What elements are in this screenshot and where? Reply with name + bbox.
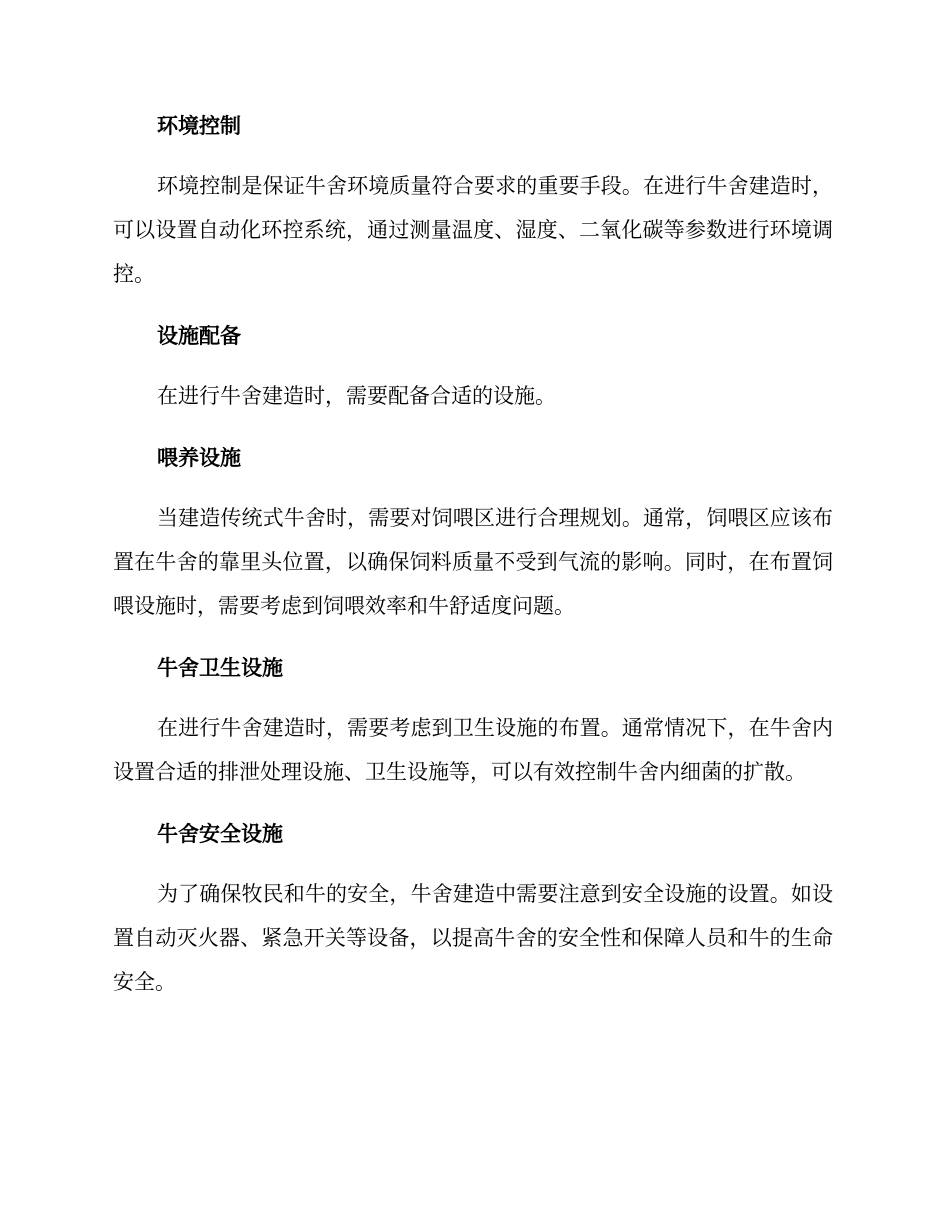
section-paragraph: 在进行牛舍建造时，需要配备合适的设施。 bbox=[157, 384, 556, 408]
section-heading: 喂养设施 bbox=[157, 446, 241, 470]
section-paragraph: 环境控制是保证牛舍环境质量符合要求的重要手段。在进行牛舍建造时，可以设置自动化环控系统，通过测量温度、湿度、二氧化碳等参数进行环境调控。 bbox=[113, 174, 833, 286]
section-heading: 环境控制 bbox=[157, 114, 241, 138]
section-heading: 牛舍卫生设施 bbox=[157, 656, 283, 680]
section-feeding-facility bbox=[113, 442, 833, 652]
section-paragraph: 在进行牛舍建造时，需要考虑到卫生设施的布置。通常情况下，在牛舍内设置合适的排泄处理设施、卫生设施等，可以有效控制牛舍内细菌的扩散。 bbox=[113, 716, 833, 784]
section-heading: 牛舍安全设施 bbox=[157, 822, 283, 846]
document-page bbox=[113, 110, 833, 1004]
section-paragraph: 当建造传统式牛舍时，需要对饲喂区进行合理规划。通常，饲喂区应该布置在牛舍的靠里头位置，以确保饲料质量不受到气流的影响。同时，在布置饲喂设施时，需要考虑到饲喂效率和牛舒适度问题。 bbox=[113, 506, 833, 618]
section-facility-equipment bbox=[113, 320, 833, 442]
section-environment-control bbox=[113, 110, 833, 320]
section-heading: 设施配备 bbox=[157, 324, 241, 348]
section-safety-facility bbox=[113, 818, 833, 1004]
section-paragraph: 为了确保牧民和牛的安全，牛舍建造中需要注意到安全设施的设置。如设置自动灭火器、紧急开关等设备，以提高牛舍的安全性和保障人员和牛的生命安全。 bbox=[113, 882, 833, 994]
section-hygiene-facility bbox=[113, 652, 833, 818]
